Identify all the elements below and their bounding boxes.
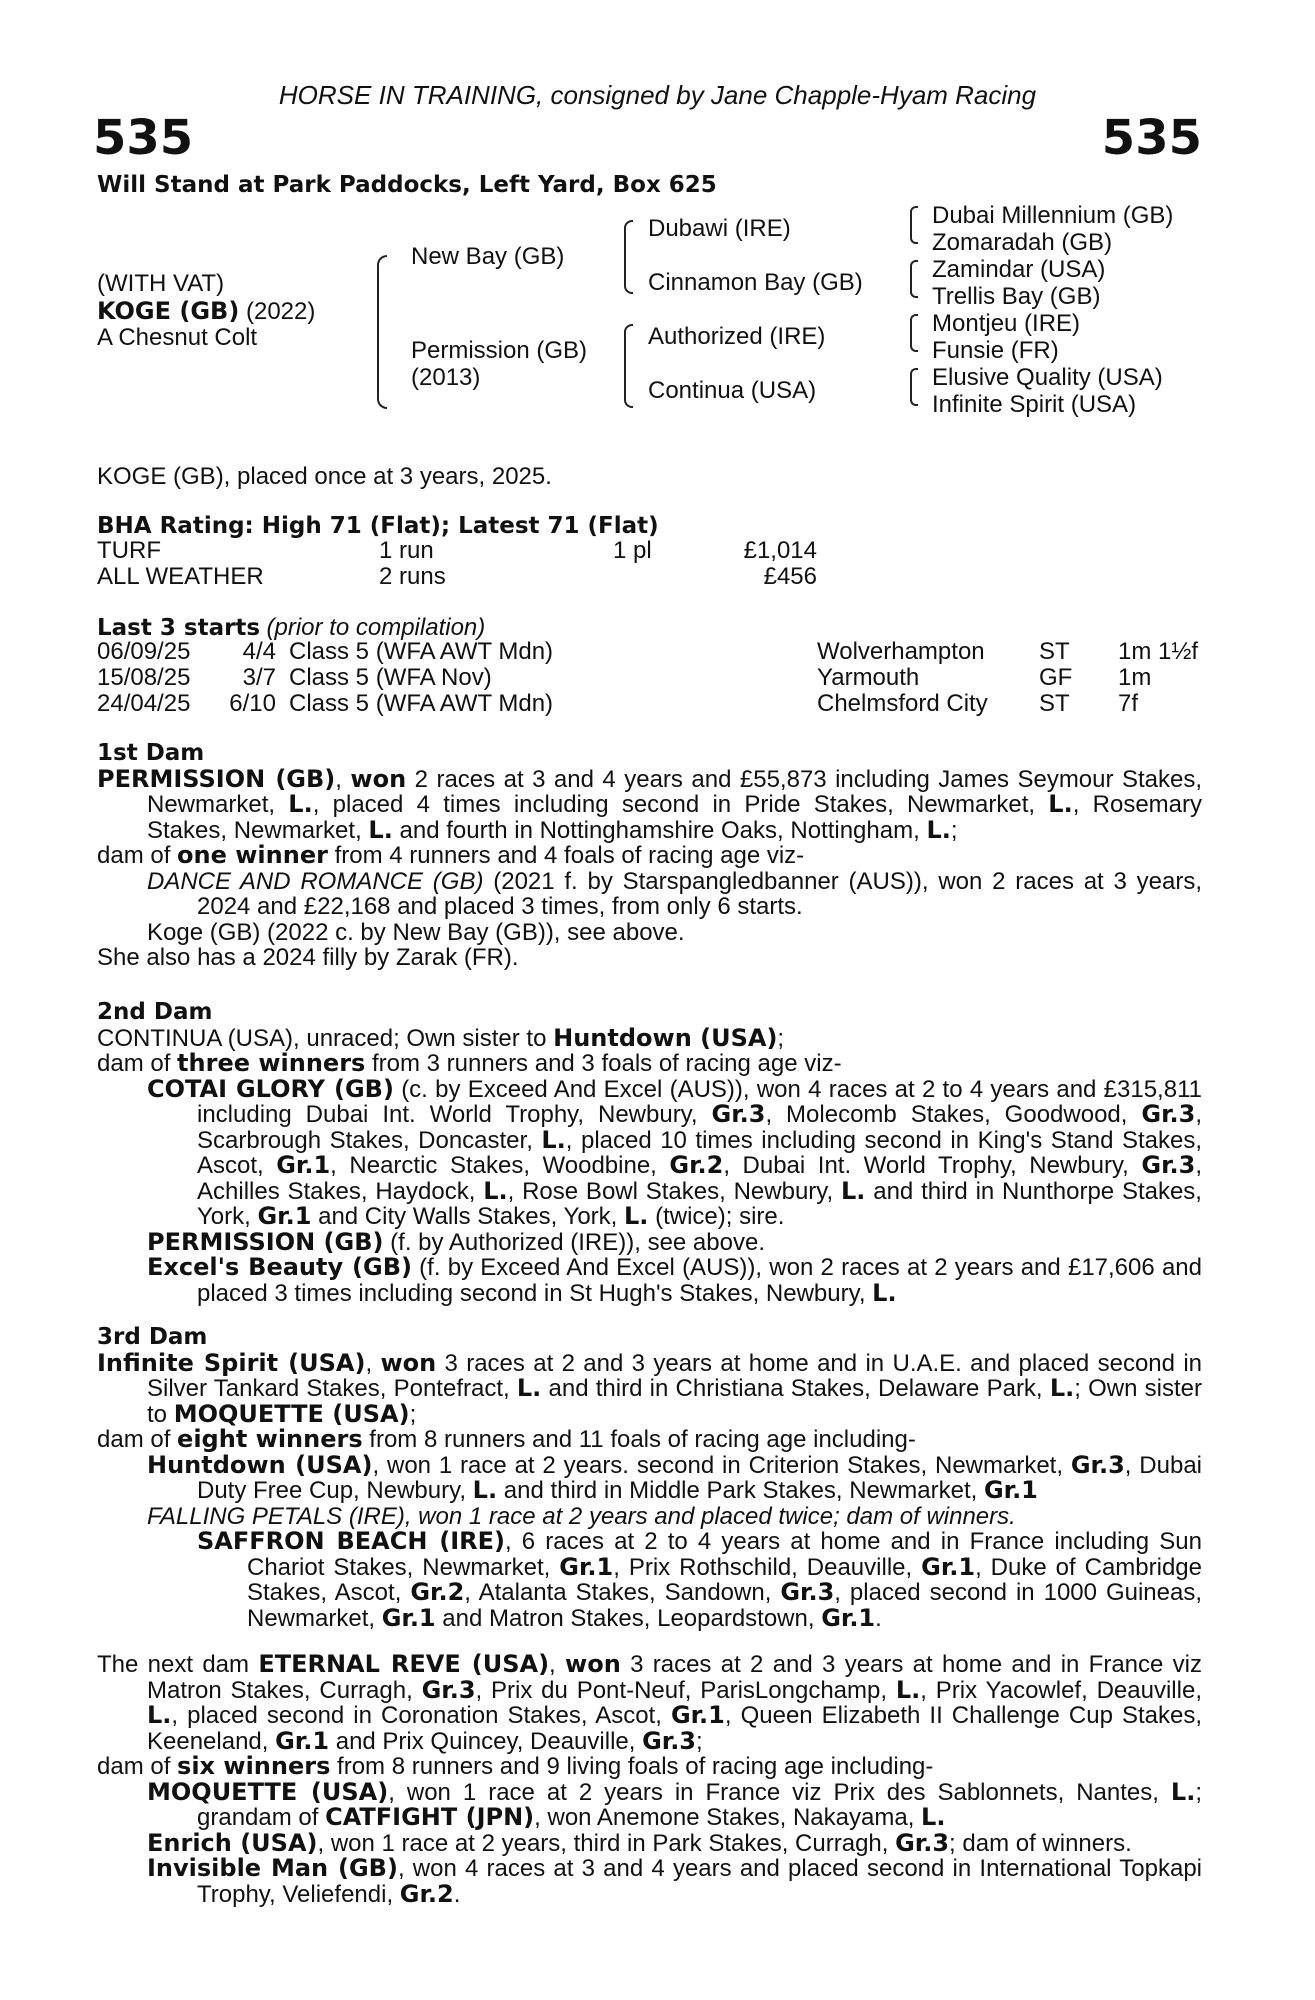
- vat-note: (WITH VAT): [97, 270, 225, 297]
- pedigree-ddd: Infinite Spirit (USA): [932, 391, 1137, 418]
- rating-runs: 2 runs: [379, 563, 446, 590]
- pedigree-dsd: Funsie (FR): [932, 337, 1059, 364]
- third-dam-foal: Huntdown (USA), won 1 race at 2 years. second in Criterion Stakes, Newmarket, Gr.3, Dubai Duty Free Cup, Newbury, L. and third in Middle Park Stakes, Newmarket, Gr.1: [147, 1450, 1203, 1504]
- start-position: 6/10: [229, 690, 276, 717]
- rating-runs: 1 run: [379, 537, 434, 564]
- third-dam-foal: FALLING PETALS (IRE), won 1 race at 2 years and placed twice; dam of winners.: [147, 1502, 1016, 1530]
- stand-location: Will Stand at Park Paddocks, Left Yard, Box 625: [97, 172, 717, 198]
- start-going: ST: [1039, 690, 1070, 717]
- bha-rating-heading: BHA Rating: High 71 (Flat); Latest 71 (Flat): [97, 513, 659, 539]
- rating-earnings: £1,014: [743, 537, 817, 564]
- start-course: Chelmsford City: [817, 690, 988, 717]
- next-dam-foal: MOQUETTE (USA), won 1 race at 2 years in France viz Prix des Sablonnets, Nantes, L.; grandam of CATFIGHT (JPN), won Anemone Stakes, Nakayama, L.: [147, 1777, 1202, 1831]
- start-distance: 7f: [1118, 690, 1139, 717]
- rating-earnings: £456: [763, 563, 817, 590]
- first-dam-record: PERMISSION (GB), won 2 races at 3 and 4 years and £55,873 including James Seymour Stakes, Newmarket, L., placed 4 times including second in Pride Stakes, Newmarket, L., Rosemary Stakes, Newmarket, L. and fourth in Nottinghamshire Oaks, Nottingham, L.;: [97, 764, 1203, 844]
- pedigree-dam-year: (2013): [411, 364, 481, 391]
- third-dam-record: Infinite Spirit (USA), won 3 races at 2 and 3 years at home and in U.A.E. and placed second in Silver Tankard Stakes, Pontefract, L. and third in Christiana Stakes, Delaware Park, L.; Own sister to MOQUETTE (USA);: [97, 1348, 1203, 1428]
- pedigree-brace-sire: [624, 220, 633, 294]
- second-dam-produce-summary: dam of three winners from 3 runners and 3 foals of racing age viz-: [97, 1049, 842, 1077]
- start-date: 24/04/25: [97, 690, 191, 717]
- pedigree-ssd: Zomaradah (GB): [932, 229, 1113, 256]
- pedigree-sire-dam: Cinnamon Bay (GB): [648, 269, 863, 296]
- second-dam-record: CONTINUA (USA), unraced; Own sister to Huntdown (USA);: [97, 1023, 785, 1052]
- rating-surface: ALL WEATHER: [97, 563, 264, 590]
- third-dam-produce-summary: dam of eight winners from 8 runners and 11 foals of racing age including-: [97, 1425, 916, 1453]
- second-dam-foal: Excel's Beauty (GB) (f. by Exceed And Excel (AUS)), won 2 races at 2 years and £17,606 and placed 3 times including second in St Hugh's Stakes, Newbury, L.: [147, 1253, 1202, 1307]
- next-dam-section: [97, 1652, 1202, 1907]
- next-dam-foal: Invisible Man (GB), won 4 races at 3 and 4 years and placed second in International Topkapi Trophy, Veliefendi, Gr.2.: [147, 1854, 1202, 1908]
- last-starts-heading: Last 3 starts: [97, 615, 261, 641]
- first-dam-heading: 1st Dam: [97, 740, 205, 766]
- start-position: 4/4: [242, 638, 276, 665]
- start-distance: 1m: [1118, 664, 1152, 691]
- next-dam-produce-summary: dam of six winners from 8 runners and 9 living foals of racing age including-: [97, 1752, 934, 1780]
- start-race: Class 5 (WFA AWT Mdn): [289, 638, 554, 665]
- second-dam-foal: COTAI GLORY (GB) (c. by Exceed And Excel (AUS)), won 4 races at 2 to 4 years and £315,811 including Dubai Int. World Trophy, Newbury, Gr.3, Molecomb Stakes, Goodwood, Gr.3, Scarbrough Stakes, Doncaster, L., placed 10 times including second in King's Stand Stakes, Ascot, Gr.1, Nearctic Stakes, Woodbine, Gr.2, Dubai Int. World Trophy, Newbury, Gr.3, Achilles Stakes, Haydock, L., Rose Bowl Stakes, Newbury, L. and third in Nunthorpe Stakes, York, Gr.1 and City Walls Stakes, York, L. (twice); sire.: [147, 1074, 1202, 1230]
- pedigree-sss: Dubai Millennium (GB): [932, 202, 1174, 229]
- next-dam-foal: Enrich (USA), won 1 race at 2 years, third in Park Stakes, Curragh, Gr.3; dam of winners.: [147, 1828, 1132, 1857]
- start-going: ST: [1039, 638, 1070, 665]
- horse-description: A Chesnut Colt: [97, 324, 258, 351]
- second-dam-foal: PERMISSION (GB) (f. by Authorized (IRE)), see above.: [147, 1227, 765, 1256]
- third-dam-heading: 3rd Dam: [97, 1324, 208, 1350]
- first-dam-foal: Koge (GB) (2022 c. by New Bay (GB)), see above.: [147, 918, 685, 946]
- first-dam-note: She also has a 2024 filly by Zarak (FR).: [97, 944, 519, 971]
- horse-name-line: [97, 297, 315, 326]
- pedigree-sds: Zamindar (USA): [932, 256, 1106, 283]
- third-dam-grandfoal: SAFFRON BEACH (IRE), 6 races at 2 to 4 years at home and in France including Sun Chariot Stakes, Newmarket, Gr.1, Prix Rothschild, Deauville, Gr.1, Duke of Cambridge Stakes, Ascot, Gr.2, Atalanta Stakes, Sandown, Gr.3, placed second in 1000 Guineas, Newmarket, Gr.1 and Matron Stakes, Leopardstown, Gr.1.: [197, 1527, 1203, 1632]
- pedigree-sdd: Trellis Bay (GB): [932, 283, 1101, 310]
- start-date: 15/08/25: [97, 664, 191, 691]
- pedigree-dam: Permission (GB): [411, 337, 588, 364]
- pedigree-dss: Montjeu (IRE): [932, 310, 1081, 337]
- first-dam-produce-summary: dam of one winner from 4 runners and 4 foals of racing age viz-: [97, 841, 805, 869]
- start-course: Yarmouth: [817, 664, 920, 691]
- pedigree-brace-ss: [910, 206, 918, 244]
- start-race: Class 5 (WFA AWT Mdn): [289, 690, 554, 717]
- pedigree-dam-dam: Continua (USA): [648, 377, 817, 404]
- rating-placed: 1 pl: [613, 537, 652, 564]
- horse-year: (2022): [245, 298, 316, 325]
- second-dam-heading: 2nd Dam: [97, 999, 213, 1025]
- horse-name: KOGE (GB): [97, 297, 240, 325]
- pedigree-brace-dam: [624, 324, 633, 408]
- lot-number-right: 535: [1101, 110, 1202, 166]
- start-race: Class 5 (WFA Nov): [289, 664, 492, 691]
- pedigree-brace-main: [377, 255, 387, 409]
- lot-number-left: 535: [93, 110, 194, 166]
- start-going: GF: [1039, 664, 1073, 691]
- last-starts-note: (prior to compilation): [266, 614, 486, 641]
- pedigree-brace-ds: [910, 314, 918, 352]
- start-position: 3/7: [242, 664, 276, 691]
- third-dam-section: [97, 1325, 1202, 1631]
- consignment-line: HORSE IN TRAINING, consigned by Jane Chapple-Hyam Racing: [278, 80, 1037, 110]
- start-distance: 1m 1½f: [1118, 638, 1199, 665]
- pedigree-dds: Elusive Quality (USA): [932, 364, 1163, 391]
- pedigree-sire: New Bay (GB): [411, 243, 565, 270]
- start-date: 06/09/25: [97, 638, 191, 665]
- pedigree-sire-sire: Dubawi (IRE): [648, 215, 791, 242]
- first-dam-foal: DANCE AND ROMANCE (GB) (2021 f. by Starspangledbanner (AUS)), won 2 races at 3 years, 2024 and £22,168 and placed 3 times, from only 6 starts.: [147, 867, 1202, 920]
- second-dam-section: [97, 1000, 1202, 1306]
- start-course: Wolverhampton: [817, 638, 985, 665]
- next-dam-record: The next dam ETERNAL REVE (USA), won 3 races at 2 and 3 years at home and in France viz Matron Stakes, Curragh, Gr.3, Prix du Pont-Neuf, ParisLongchamp, L., Prix Yacowlef, Deauville, L., placed second in Coronation Stakes, Ascot, Gr.1, Queen Elizabeth II Challenge Cup Stakes, Keeneland, Gr.1 and Prix Quincey, Deauville, Gr.3;: [97, 1650, 1203, 1755]
- rating-surface: TURF: [97, 537, 161, 564]
- pedigree-brace-sd: [910, 260, 918, 298]
- pedigree-brace-dd: [910, 368, 918, 406]
- race-summary: KOGE (GB), placed once at 3 years, 2025.: [97, 463, 552, 490]
- first-dam-section: [97, 741, 1202, 971]
- pedigree-dam-sire: Authorized (IRE): [648, 323, 826, 350]
